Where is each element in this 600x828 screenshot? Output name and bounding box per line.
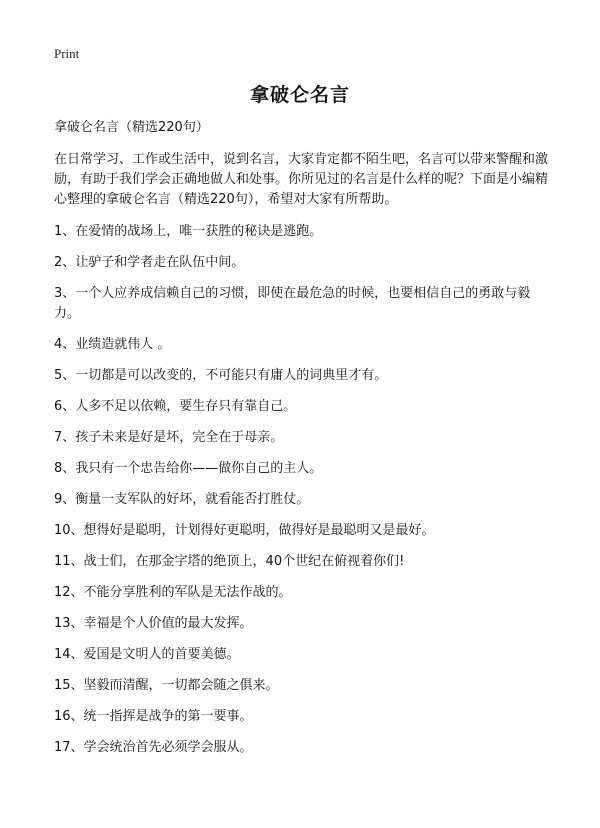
quote-item: 8、我只有一个忠告给你——做你自己的主人。 xyxy=(54,461,323,476)
page-title: 拿破仑名言 xyxy=(249,84,350,106)
quote-item: 17、学会统治首先必须学会服从。 xyxy=(54,740,253,755)
quote-item: 2、让驴子和学者走在队伍中间。 xyxy=(54,255,245,270)
quote-list xyxy=(54,222,554,758)
quote-item: 9、衡量一支军队的好坏，就看能否打胜仗。 xyxy=(54,492,310,507)
print-link[interactable]: Print xyxy=(54,46,80,61)
quote-item: 5、一切都是可以改变的，不可能只有庸人的词典里才有。 xyxy=(54,368,388,383)
quote-item: 14、爱国是文明人的首要美德。 xyxy=(54,647,240,662)
quote-item: 13、幸福是个人价值的最大发挥。 xyxy=(54,616,253,631)
quote-item: 3、一个人应养成信赖自己的习惯，即使在最危急的时候，也要相信自己的勇敢与毅力。 xyxy=(54,286,531,321)
quote-item: 15、坚毅而清醒，一切都会随之俱来。 xyxy=(54,678,279,693)
quote-item: 11、战士们，在那金字塔的绝顶上，40个世纪在俯视着你们! xyxy=(54,554,405,569)
quote-item: 10、想得好是聪明，计划得好更聪明，做得好是最聪明又是最好。 xyxy=(54,523,435,538)
article-intro: 在日常学习、工作或生活中，说到名言，大家肯定都不陌生吧，名言可以带来警醒和激励，有助于我们学会正确地做人和处事。你所见过的名言是什么样的呢？下面是小编精心整理的拿破仑名言（精选220句），希望对大家有所帮助。 xyxy=(54,152,549,207)
article-subtitle: 拿破仑名言（精选220句） xyxy=(54,120,209,135)
quote-item: 7、孩子未来是好是坏，完全在于母亲。 xyxy=(54,430,284,445)
quote-item: 1、在爱情的战场上，唯一获胜的秘诀是逃跑。 xyxy=(54,224,323,239)
quote-item: 6、人多不足以依赖，要生存只有靠自己。 xyxy=(54,399,297,414)
article-body xyxy=(54,118,554,769)
quote-item: 16、统一指挥是战争的第一要事。 xyxy=(54,709,253,724)
quote-item: 4、业绩造就伟人 。 xyxy=(54,337,171,352)
quote-item: 12、不能分享胜利的军队是无法作战的。 xyxy=(54,585,292,600)
